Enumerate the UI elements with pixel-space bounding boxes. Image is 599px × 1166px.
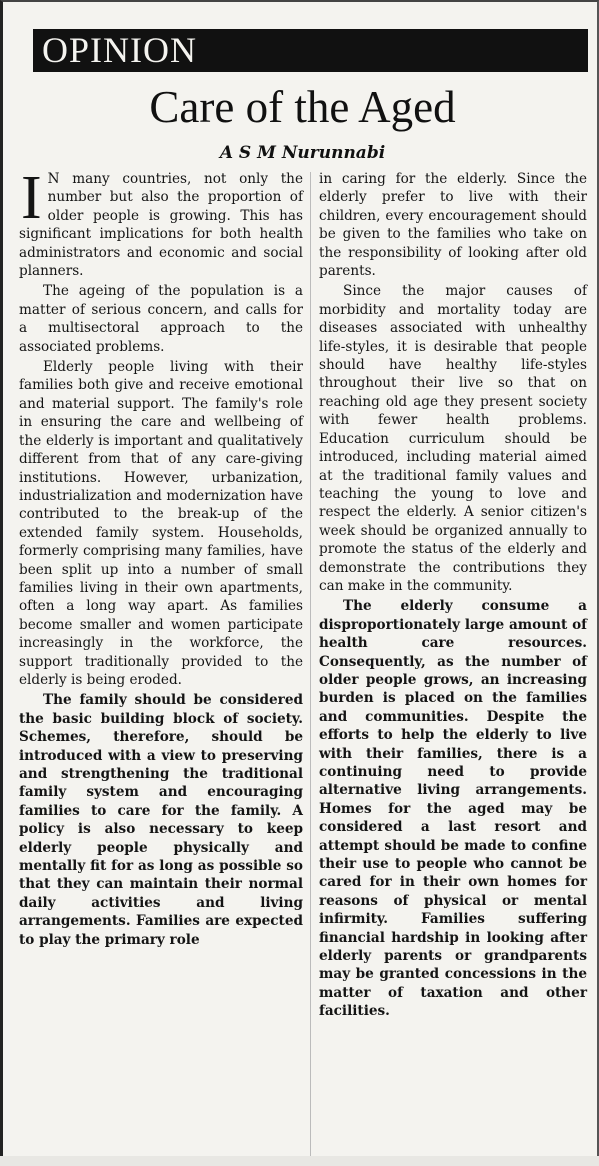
article-byline: A S M Nurunnabi <box>219 143 386 163</box>
continued-paragraph: in caring for the elderly. Since the elderly prefer to live with their children, every encouragement should be given to the families who take on the responsibility of looking after old parents. <box>319 171 587 280</box>
left-column <box>19 164 303 951</box>
paragraph: Since the major causes of morbidity and mortality today are diseases associated with unhealthy life-styles, it is desirable that people should have healthy life-styles throughout their live so that on reaching old age they present society with fewer health problems. Education curriculum should be introduced, including material aimed at the traditional family values and teaching the young to love and respect the elderly. A senior citizen's week should be organized annually to promote the status of the elderly and demonstrate the contributions they can make in the community. <box>319 283 587 594</box>
drop-cap: I <box>21 164 42 232</box>
lead-paragraph <box>19 164 303 280</box>
paragraph: The family should be considered the basic building block of society. Schemes, therefore, should be introduced with a view to preserving and strengthening the traditional family system and encouraging families to care for the family. A policy is also necessary to keep elderly people physically and mentally fit for as long as possible so that they can maintain their normal daily activities and living arrangements. Families are expected to play the primary role <box>19 692 303 948</box>
paragraph: Elderly people living with their families both give and receive emotional and material support. The family's role in ensuring the care and wellbeing of the elderly is important and qualitatively different from that of any care-giving institutions. However, urbanization, industrialization and modernization have contributed to the break-up of the extended family system. Households, formerly comprising many families, have been split up into a number of small families living in their own apartments, often a long way apart. As families become smaller and women participate increasingly in the workforce, the support traditionally provided to the elderly is being eroded. <box>19 359 303 688</box>
right-column <box>319 170 587 1023</box>
paragraph: The elderly consume a disproportionately large amount of health care resources. Consequently, as the number of older people grows, an increasing burden is placed on the families and communities. Despite the efforts to help the elderly to live with their families, there is a continuing need to provide alternative living arrangements. Homes for the aged may be considered a last resort and attempt should be made to confine their use to people who cannot be cared for in their own homes for reasons of physical or mental infirmity. Families suffering financial hardship in looking after elderly parents or grandparents may be granted concessions in the matter of taxation and other facilities. <box>319 598 587 1020</box>
lead-text: N many countries, not only the number but also the proportion of older people is growing. This has significant implications for both health administrators and economic and social planners. <box>19 171 303 280</box>
page-edge <box>0 1156 599 1166</box>
section-kicker: OPINION <box>33 29 588 72</box>
article-headline: Care of the Aged <box>149 82 456 132</box>
column-rule <box>310 172 311 1157</box>
paragraph: The ageing of the population is a matter of serious concern, and calls for a multisectoral approach to the associated problems. <box>19 283 303 355</box>
